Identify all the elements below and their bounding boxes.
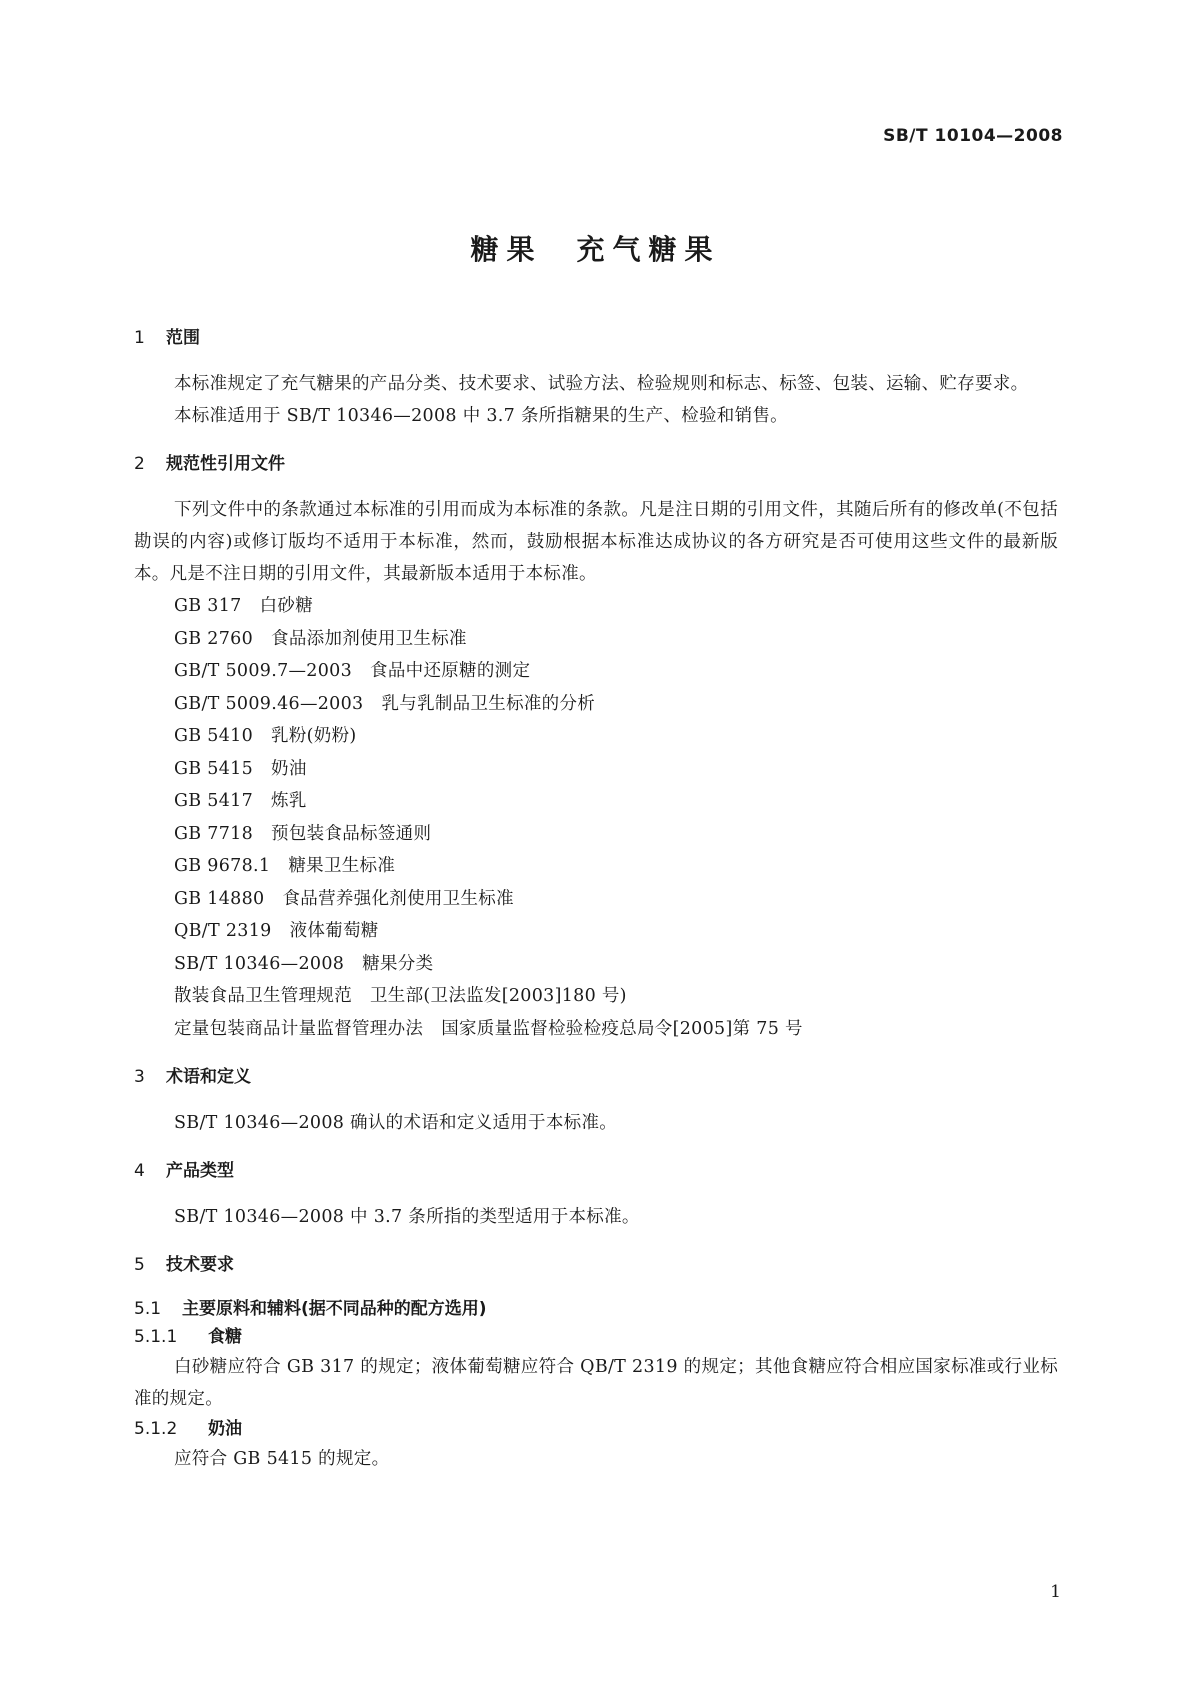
reference-list bbox=[134, 590, 1058, 1045]
reference-item: GB 9678.1 糖果卫生标准 bbox=[174, 856, 396, 876]
document-body bbox=[134, 326, 1058, 1475]
reference-item: GB/T 5009.7—2003 食品中还原糖的测定 bbox=[174, 661, 531, 681]
reference-item: QB/T 2319 液体葡萄糖 bbox=[174, 921, 379, 941]
reference-item: GB/T 5009.46—2003 乳与乳制品卫生标准的分析 bbox=[174, 693, 596, 714]
section-2-intro: 下列文件中的条款通过本标准的引用而成为本标准的条款。凡是注日期的引用文件，其随后所有的修改单(不包括勘误的内容)或修订版均不适用于本标准，然而，鼓励根据本标准达成协议的各方研究是否可使用这些文件的最新版本。凡是不注日期的引用文件，其最新版本适用于本标准。 bbox=[134, 500, 1058, 584]
section-1-paragraph-2: 本标准适用于 SB/T 10346—2008 中 3.7 条所指糖果的生产、检验和销售。 bbox=[174, 406, 788, 426]
section-5-1-2-heading: 5.1.2 奶油 bbox=[134, 1419, 242, 1439]
section-2-heading: 2 规范性引用文件 bbox=[134, 454, 285, 474]
title-part-1: 糖果 bbox=[470, 233, 543, 266]
section-4-paragraph: SB/T 10346—2008 中 3.7 条所指的类型适用于本标准。 bbox=[174, 1207, 640, 1227]
standard-code: SB/T 10104—2008 bbox=[883, 126, 1063, 146]
section-5-1-1-paragraph: 白砂糖应符合 GB 317 的规定；液体葡萄糖应符合 QB/T 2319 的规定；其他食糖应符合相应国家标准或行业标准的规定。 bbox=[134, 1357, 1058, 1409]
section-1-heading: 1 范围 bbox=[134, 328, 200, 348]
section-3-paragraph: SB/T 10346—2008 确认的术语和定义适用于本标准。 bbox=[174, 1113, 618, 1133]
reference-item: GB 7718 预包装食品标签通则 bbox=[174, 823, 432, 844]
reference-item: GB 5415 奶油 bbox=[174, 758, 307, 779]
page-number: 1 bbox=[1050, 1582, 1061, 1602]
title-part-2: 充气糖果 bbox=[576, 233, 721, 266]
reference-item: 定量包装商品计量监督管理办法 国家质量监督检验检疫总局令[2005]第 75 号 bbox=[174, 1018, 803, 1039]
reference-item: GB 5417 炼乳 bbox=[174, 791, 307, 811]
section-4-heading: 4 产品类型 bbox=[134, 1161, 234, 1181]
section-5-1-2-paragraph: 应符合 GB 5415 的规定。 bbox=[174, 1449, 390, 1469]
section-5-heading: 5 技术要求 bbox=[134, 1255, 234, 1275]
reference-item: 散装食品卫生管理规范 卫生部(卫法监发[2003]180 号) bbox=[174, 986, 627, 1006]
reference-item: GB 317 白砂糖 bbox=[174, 596, 314, 616]
reference-item: SB/T 10346—2008 糖果分类 bbox=[174, 953, 434, 974]
reference-item: GB 14880 食品营养强化剂使用卫生标准 bbox=[174, 888, 514, 909]
section-5-1-heading: 5.1 主要原料和辅料(据不同品种的配方选用) bbox=[134, 1299, 487, 1319]
section-5-1-1-heading: 5.1.1 食糖 bbox=[134, 1327, 242, 1347]
reference-item: GB 2760 食品添加剂使用卫生标准 bbox=[174, 628, 467, 649]
section-1-paragraph-1: 本标准规定了充气糖果的产品分类、技术要求、试验方法、检验规则和标志、标签、包装、运输、贮存要求。 bbox=[174, 374, 1029, 394]
reference-item: GB 5410 乳粉(奶粉) bbox=[174, 726, 357, 746]
section-3-heading: 3 术语和定义 bbox=[134, 1067, 251, 1087]
document-title bbox=[0, 228, 1191, 268]
